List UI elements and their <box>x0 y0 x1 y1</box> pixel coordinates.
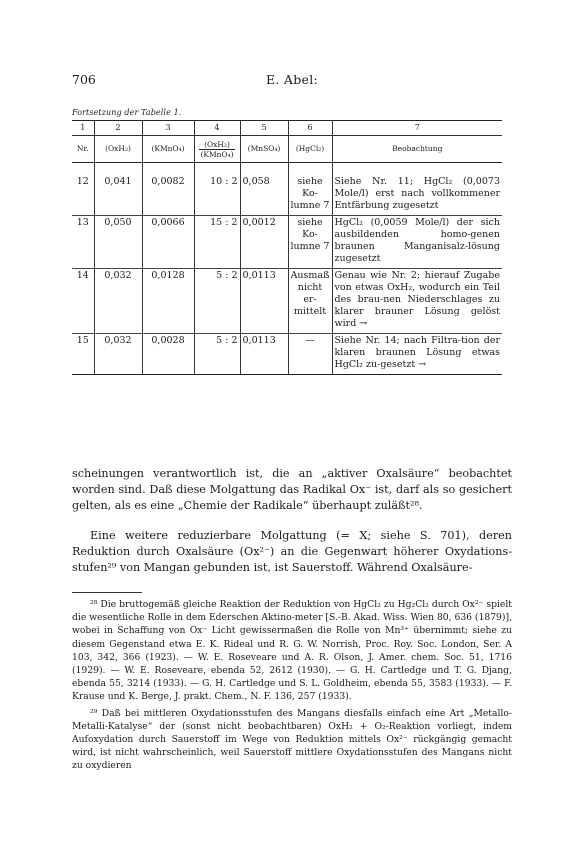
cell-oxh2: 0,032 <box>94 334 142 375</box>
cell-hgcl2: Ausmaß nicht er-mittelt <box>288 269 332 334</box>
cell-observation: Genau wie Nr. 2; hierauf Zugabe von etwas OxH₂, wodurch ein Teil des brau-nen Niederschlages zu klarer brauner Lösung gelöst wird → <box>332 269 502 334</box>
cell-oxh2: 0,041 <box>94 175 142 216</box>
cell-ratio: 5 : 2 <box>194 269 240 334</box>
cell-kmno4: 0,0082 <box>142 175 194 216</box>
fraction-numerator: (OxH₂) <box>199 140 234 150</box>
column-number: 1 <box>72 121 94 136</box>
cell-observation: HgCl₂ (0,0059 Mole/l) der sich ausbildenden homo-genen braunen Manganisalz-lösung zugesetzt <box>332 216 502 269</box>
cell-mnso4: 0,0113 <box>240 334 288 375</box>
table-caption: Fortsetzung der Tabelle 1. <box>72 108 182 117</box>
cell-oxh2: 0,050 <box>94 216 142 269</box>
running-header <box>72 72 512 88</box>
cell-kmno4: 0,0028 <box>142 334 194 375</box>
cell-hgcl2: — <box>288 334 332 375</box>
column-header-mnso4: (MnSO₄) <box>240 136 288 163</box>
column-header-hgcl2: (HgCl₂) <box>288 136 332 163</box>
column-number: 4 <box>194 121 240 136</box>
cell-nr: 15 <box>72 334 94 375</box>
cell-mnso4: 0,0012 <box>240 216 288 269</box>
table-row <box>72 334 502 375</box>
cell-hgcl2: siehe Ko-lumne 7 <box>288 216 332 269</box>
fraction-denominator: (KMnO₄) <box>200 149 234 159</box>
table-row <box>72 216 502 269</box>
cell-nr: 14 <box>72 269 94 334</box>
paragraph: scheinungen verantwortlich ist, die an „aktiver Oxalsäure“ beobachtet worden sind. Daß diese Molgattung das Radikal Ox⁻ ist, darf als so gesichert gelten, als es eine „Chemie der Radikale“ überhaupt zuläßt²⁸. <box>72 467 512 512</box>
column-header-nr: Nr. <box>72 136 94 163</box>
table-row <box>72 175 502 216</box>
cell-oxh2: 0,032 <box>94 269 142 334</box>
column-header-oxh2: (OxH₂) <box>94 136 142 163</box>
cell-observation: Siehe Nr. 14; nach Filtra-tion der klaren braunen Lösung etwas HgCl₂ zu-gesetzt → <box>332 334 502 375</box>
cell-kmno4: 0,0128 <box>142 269 194 334</box>
table-header-row <box>72 136 502 163</box>
body-text <box>72 466 512 576</box>
column-number: 5 <box>240 121 288 136</box>
cell-kmno4: 0,0066 <box>142 216 194 269</box>
table-row <box>72 269 502 334</box>
cell-nr: 12 <box>72 175 94 216</box>
running-title: E. Abel: <box>265 72 319 87</box>
page-number: 706 <box>72 72 96 87</box>
paragraph: Eine weitere reduzierbare Molgattung (= X; siehe S. 701), deren Reduktion durch Oxalsäure (Ox²⁻) an die Gegenwart höherer Oxydations-stufen²⁹ von Mangan gebunden ist, ist Sauerstoff. Während Oxalsäure- <box>72 529 512 574</box>
table-spacer <box>72 163 502 176</box>
ratio-fraction <box>199 140 234 159</box>
cell-nr: 13 <box>72 216 94 269</box>
page <box>72 0 512 864</box>
column-number: 6 <box>288 121 332 136</box>
footnote-rule <box>72 592 142 593</box>
column-header-kmno4: (KMnO₄) <box>142 136 194 163</box>
data-table <box>72 120 502 375</box>
column-header-ratio <box>194 136 240 163</box>
cell-mnso4: 0,0113 <box>240 269 288 334</box>
cell-observation: Siehe Nr. 11; HgCl₂ (0,0073 Mole/l) erst nach vollkommener Entfärbung zugesetzt <box>332 175 502 216</box>
cell-mnso4: 0,058 <box>240 175 288 216</box>
column-number: 3 <box>142 121 194 136</box>
table-column-numbers <box>72 121 502 136</box>
column-number: 7 <box>332 121 502 136</box>
cell-hgcl2: siehe Ko-lumne 7 <box>288 175 332 216</box>
cell-ratio: 10 : 2 <box>194 175 240 216</box>
cell-ratio: 5 : 2 <box>194 334 240 375</box>
cell-ratio: 15 : 2 <box>194 216 240 269</box>
column-header-observation: Beobachtung <box>332 136 502 163</box>
column-number: 2 <box>94 121 142 136</box>
footnote-29: ²⁹ Daß bei mittleren Oxydationsstufen des Mangans diesfalls einfach eine Art „Metallo-Metalli-Katalyse“ der (sonst nicht beobachtbaren) OxH₂ + O₂-Reaktion vorliegt, indem Aufoxydation durch Sauerstoff im Wege von Reduktion mittels Ox²⁻ rückgängig gemacht wird, ist nicht wahrscheinlich, weil Sauerstoff mittlere Oxydationsstufen des Mangans nicht zu oxydieren <box>72 707 512 772</box>
footnotes <box>72 598 512 776</box>
footnote-28: ²⁸ Die bruttogemäß gleiche Reaktion der Reduktion von HgCl₂ zu Hg₂Cl₂ durch Ox²⁻ spielt die wesentliche Rolle in dem Ederschen Aktino-meter [S.-B. Akad. Wiss. Wien 80, 636 (1879)], wobei in Schaffung von Ox⁻ Licht gewissermaßen die Rolle von Mn³⁺ übernimmt; siehe zu diesem Gegenstand etwa E. K. Rideal und R. G. W. Norrish, Proc. Roy. Soc. London, Ser. A 103, 342, 366 (1923). — W. E. Roseveare und A. R. Olson, J. Amer. chem. Soc. 51, 1716 (1929). — W. E. Roseveare, ebenda 52, 2612 (1930). — G. H. Cartledge und T. G. Djang, ebenda 55, 3214 (1933). — G. H. Cartledge und S. L. Goldheim, ebenda 55, 3583 (1933). — F. Krause und K. Berge, J. prakt. Chem., N. F. 136, 257 (1933). <box>72 599 512 703</box>
